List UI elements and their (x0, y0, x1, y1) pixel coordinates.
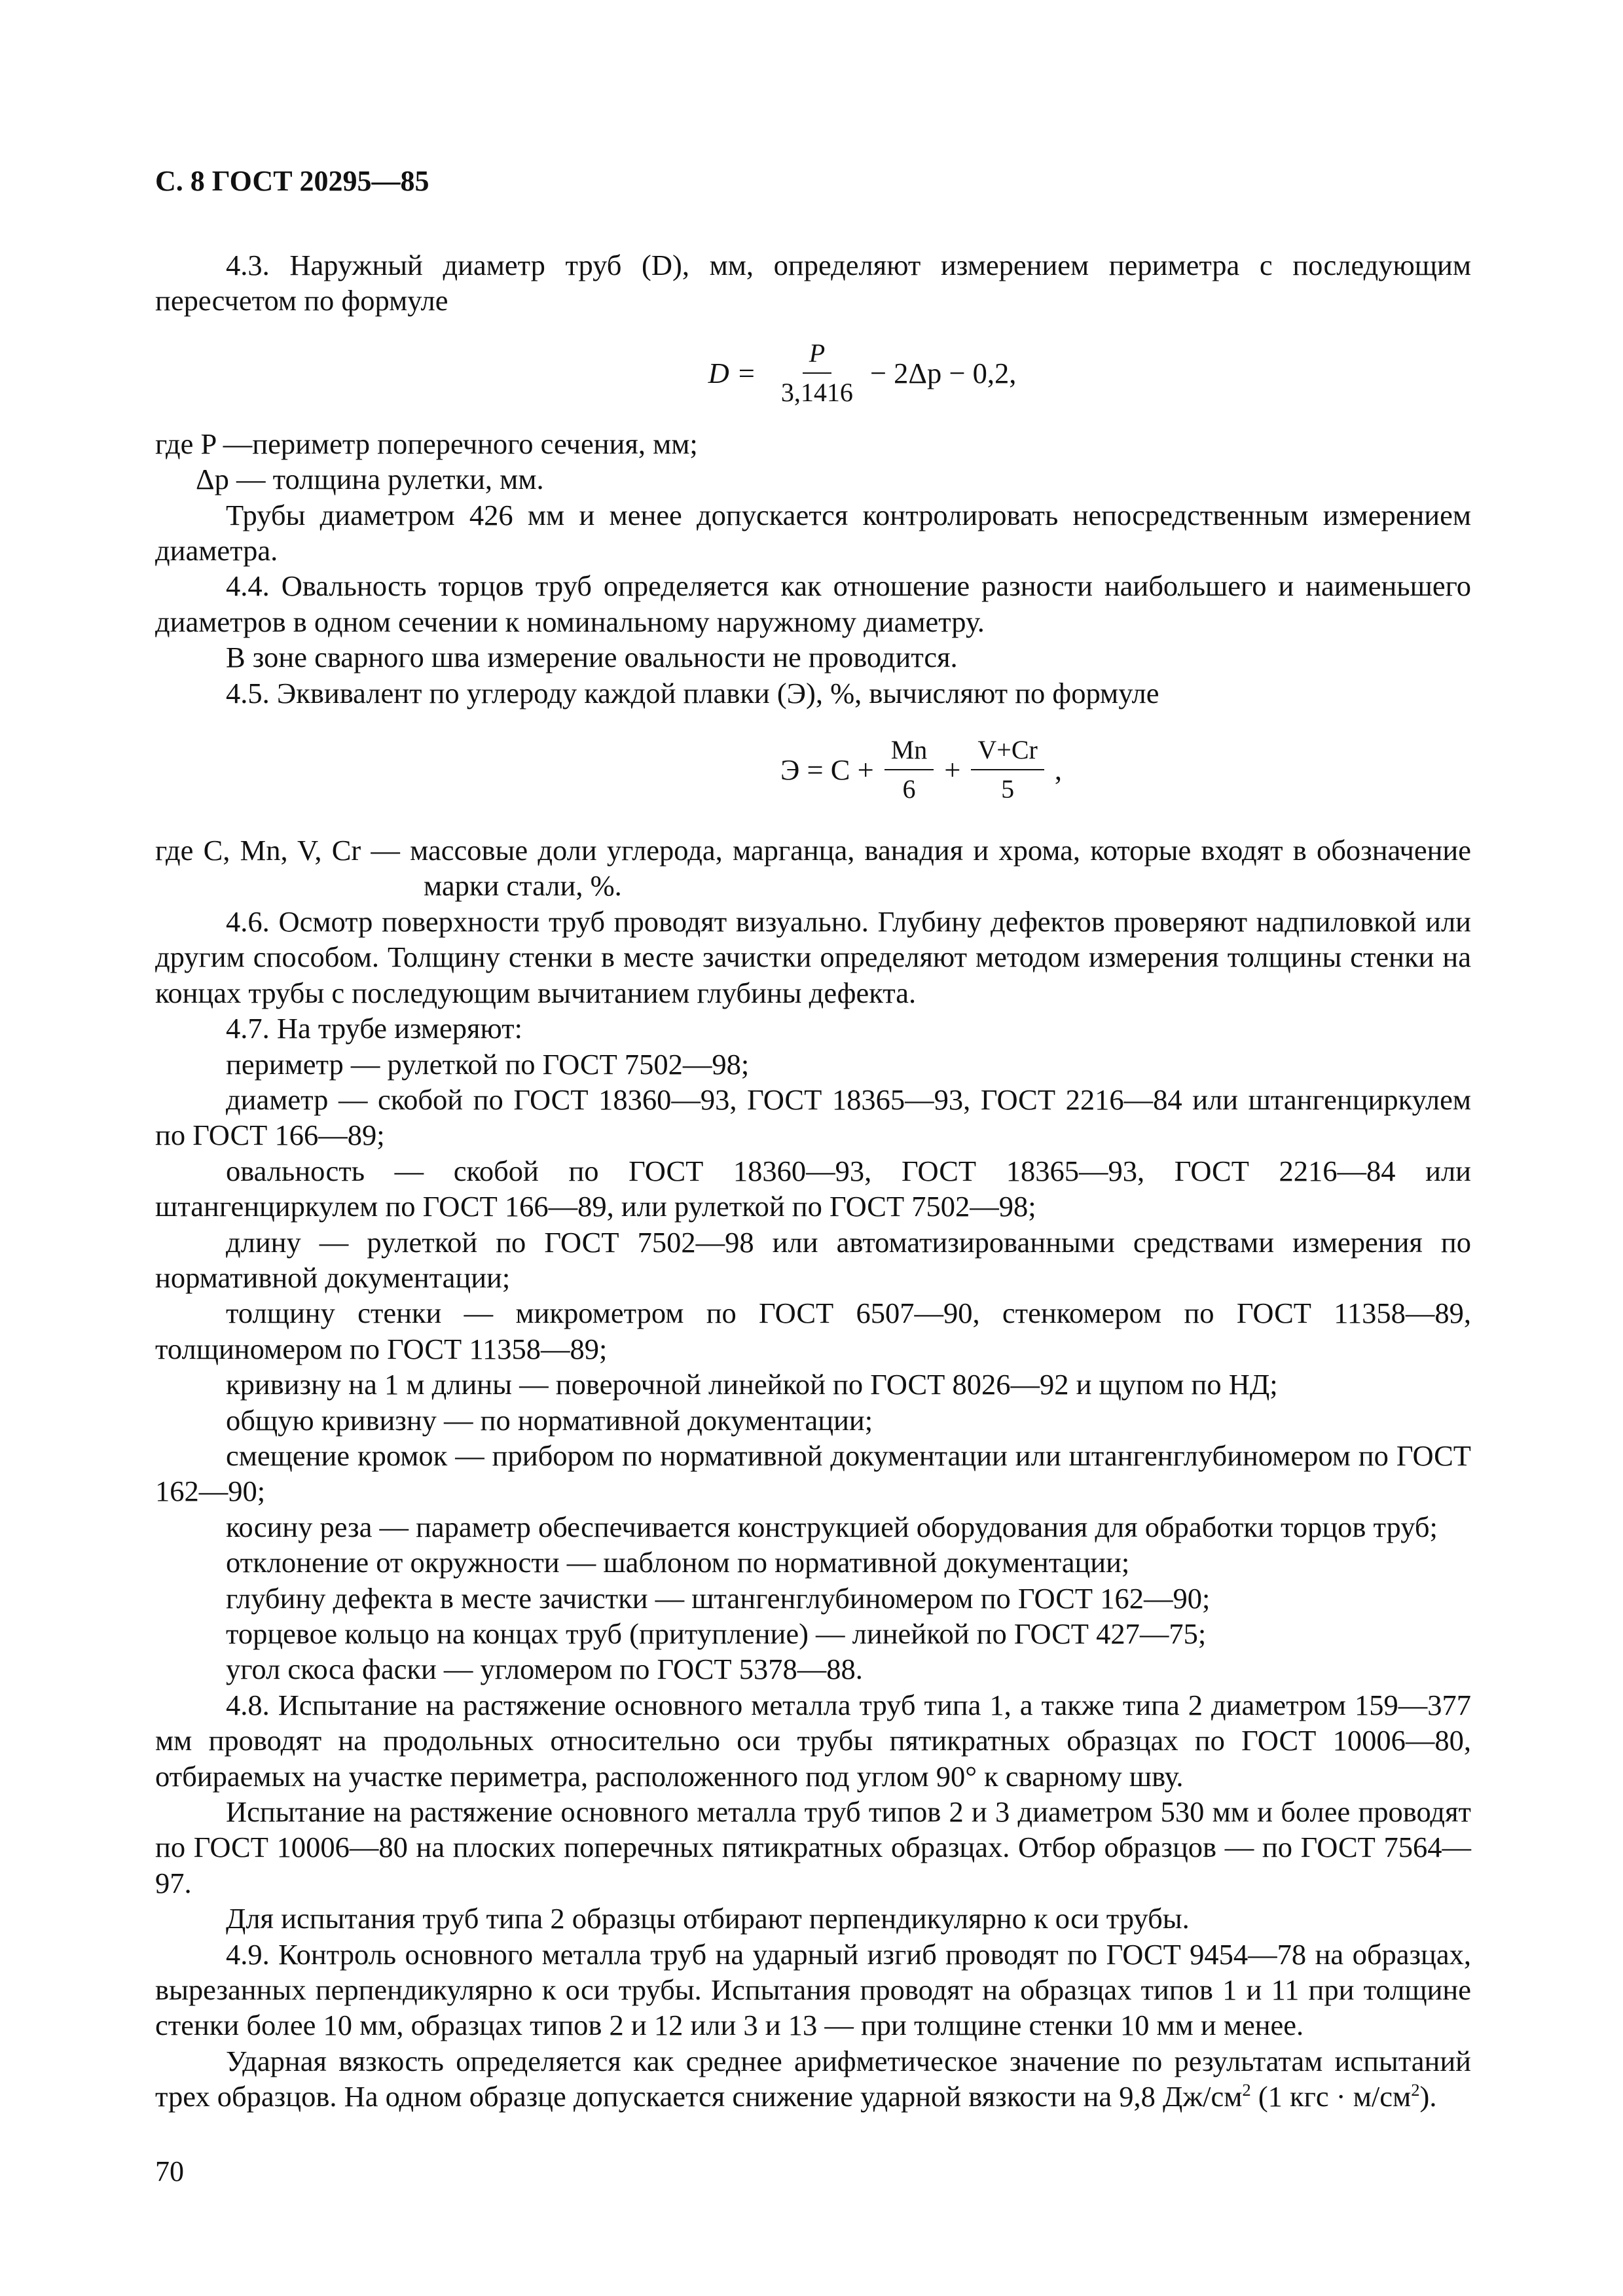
impact-text-units: (1 кгс · м/см (1250, 2080, 1412, 2113)
diameter-formula (155, 332, 1471, 414)
list-item: общую кривизну — по нормативной документации; (226, 1403, 873, 1437)
fraction-vcr-denominator: 5 (1001, 774, 1015, 804)
list-item: глубину дефекта в месте зачистки — штангенглубиномером по ГОСТ 162—90; (226, 1581, 1211, 1615)
formula-lhs: D (708, 356, 729, 389)
superscript: 2 (1242, 2080, 1251, 2100)
fraction-vcr-numerator: V+Cr (971, 735, 1044, 770)
list-item: толщину стенки — микрометром по ГОСТ 6507—90, стенкомером по ГОСТ 11358—89, толщиномером по ГОСТ 11358—89; (155, 1297, 1471, 1365)
formula-fraction (775, 338, 860, 408)
list-item: смещение кромок — прибором по нормативной документации или штангенглубиномером по ГОСТ 162—90; (155, 1439, 1471, 1508)
fraction-mn-denominator: 6 (902, 774, 916, 804)
formula2-plus: + (944, 753, 961, 786)
impact-text-end: ). (1419, 2080, 1437, 2113)
fraction-mn-numerator: Mn (884, 735, 934, 770)
formula2-lhs: Э = С + (780, 753, 874, 786)
paragraph-4-8-third: Для испытания труб типа 2 образцы отбирают перпендикулярно к оси трубы. (226, 1902, 1190, 1935)
list-item: периметр — рулеткой по ГОСТ 7502—98; (226, 1047, 750, 1081)
where-elements: где C, Mn, V, Cr — массовые доли углерода, марганца, ванадия и хрома, которые входят в обозначение марки стали, %. (155, 834, 1471, 903)
paragraph-4-9-impact (155, 2043, 1471, 2115)
formula2-fraction-mn (884, 735, 934, 804)
impact-text: Ударная вязкость определяется как среднее арифметическое значение по результатам испытаний трех образцов. На одном образце допускается снижение ударной вязкости на 9,8 Дж/см (155, 2044, 1471, 2113)
paragraph-4-6: 4.6. Осмотр поверхности труб проводят визуально. Глубину дефектов проверяют надпиловкой или другим способом. Толщину стенки в месте зачистки определяют методом измерения толщины стенки на концах трубы с последующим вычитанием глубины дефекта. (155, 905, 1471, 1009)
list-item: длину — рулеткой по ГОСТ 7502—98 или автоматизированными средствами измерения по нормативной документации; (155, 1225, 1471, 1294)
paragraph-4-8-second: Испытание на растяжение основного металла труб типов 2 и 3 диаметром 530 мм и более проводят по ГОСТ 10006—80 на плоских поперечных пятикратных образцах. Отбор образцов — по ГОСТ 7564—97. (155, 1795, 1471, 1899)
formula2-tail: , (1054, 753, 1062, 786)
where-perimeter: где P —периметр поперечного сечения, мм; (155, 427, 698, 460)
formula-equals: = (738, 356, 755, 389)
paragraph-4-5: 4.5. Эквивалент по углероду каждой плавки (Э), %, вычисляют по формуле (226, 676, 1159, 709)
list-item: угол скоса фаски — угломером по ГОСТ 5378—88. (226, 1653, 863, 1686)
paragraph-4-4: 4.4. Овальность торцов труб определяется как отношение разности наибольшего и наименьшего диаметров в одном сечении к номинальному наружному диаметру. (155, 569, 1471, 638)
where-tape-thickness: Δp — толщина рулетки, мм. (196, 463, 544, 496)
list-item: косину реза — параметр обеспечивается конструкцией оборудования для обработки торцов труб; (226, 1510, 1438, 1543)
list-item: кривизну на 1 м длины — поверочной линейкой по ГОСТ 8026—92 и щупом по НД; (226, 1368, 1278, 1401)
paragraph-4-3: 4.3. Наружный диаметр труб (D), мм, определяют измерением периметра с последующим пересчетом по формуле (155, 249, 1471, 317)
list-item: торцевое кольцо на концах труб (притупление) — линейкой по ГОСТ 427—75; (226, 1617, 1207, 1650)
fraction-denominator: 3,1416 (780, 377, 853, 407)
page-number: 70 (155, 2155, 184, 2187)
document-page (155, 164, 1471, 2189)
formula2-fraction-vcr (971, 735, 1044, 804)
paragraph-4-7: 4.7. На трубе измеряют: (226, 1012, 522, 1045)
paragraph-4-8: 4.8. Испытание на растяжение основного металла труб типа 1, а также типа 2 диаметром 159—377 мм проводят на продольных относительно оси трубы пятикратных образцах по ГОСТ 10006—80, отбираемых на участке периметра, расположенного под углом 90° к сварному шву. (155, 1688, 1471, 1793)
list-item: овальность — скобой по ГОСТ 18360—93, ГОСТ 18365—93, ГОСТ 2216—84 или штангенциркулем по ГОСТ 166—89, или рулеткой по ГОСТ 7502—98; (155, 1154, 1471, 1223)
formula-rest: − 2Δp − 0,2, (869, 356, 1017, 389)
paragraph-4-4-note: В зоне сварного шва измерение овальности не проводится. (226, 641, 958, 674)
carbon-equivalent-formula (155, 717, 1471, 822)
list-item: отклонение от окружности — шаблоном по нормативной документации; (226, 1546, 1130, 1579)
fraction-numerator: P (803, 338, 831, 374)
superscript: 2 (1411, 2080, 1420, 2100)
paragraph-4-3-note: Трубы диаметром 426 мм и менее допускается контролировать непосредственным измерением диаметра. (155, 498, 1471, 567)
page-header: С. 8 ГОСТ 20295—85 (155, 165, 429, 197)
paragraph-4-9: 4.9. Контроль основного металла труб на ударный изгиб проводят по ГОСТ 9454—78 на образцах, вырезанных перпендикулярно к оси трубы. Испытания проводят на образцах типов 1 и 11 при толщине стенки более 10 мм, образцах типов 2 и 12 или 3 и 13 — при толщине стенки 10 мм и менее. (155, 1937, 1471, 2042)
list-item: диаметр — скобой по ГОСТ 18360—93, ГОСТ 18365—93, ГОСТ 2216—84 или штангенциркулем по ГОСТ 166—89; (155, 1083, 1471, 1152)
